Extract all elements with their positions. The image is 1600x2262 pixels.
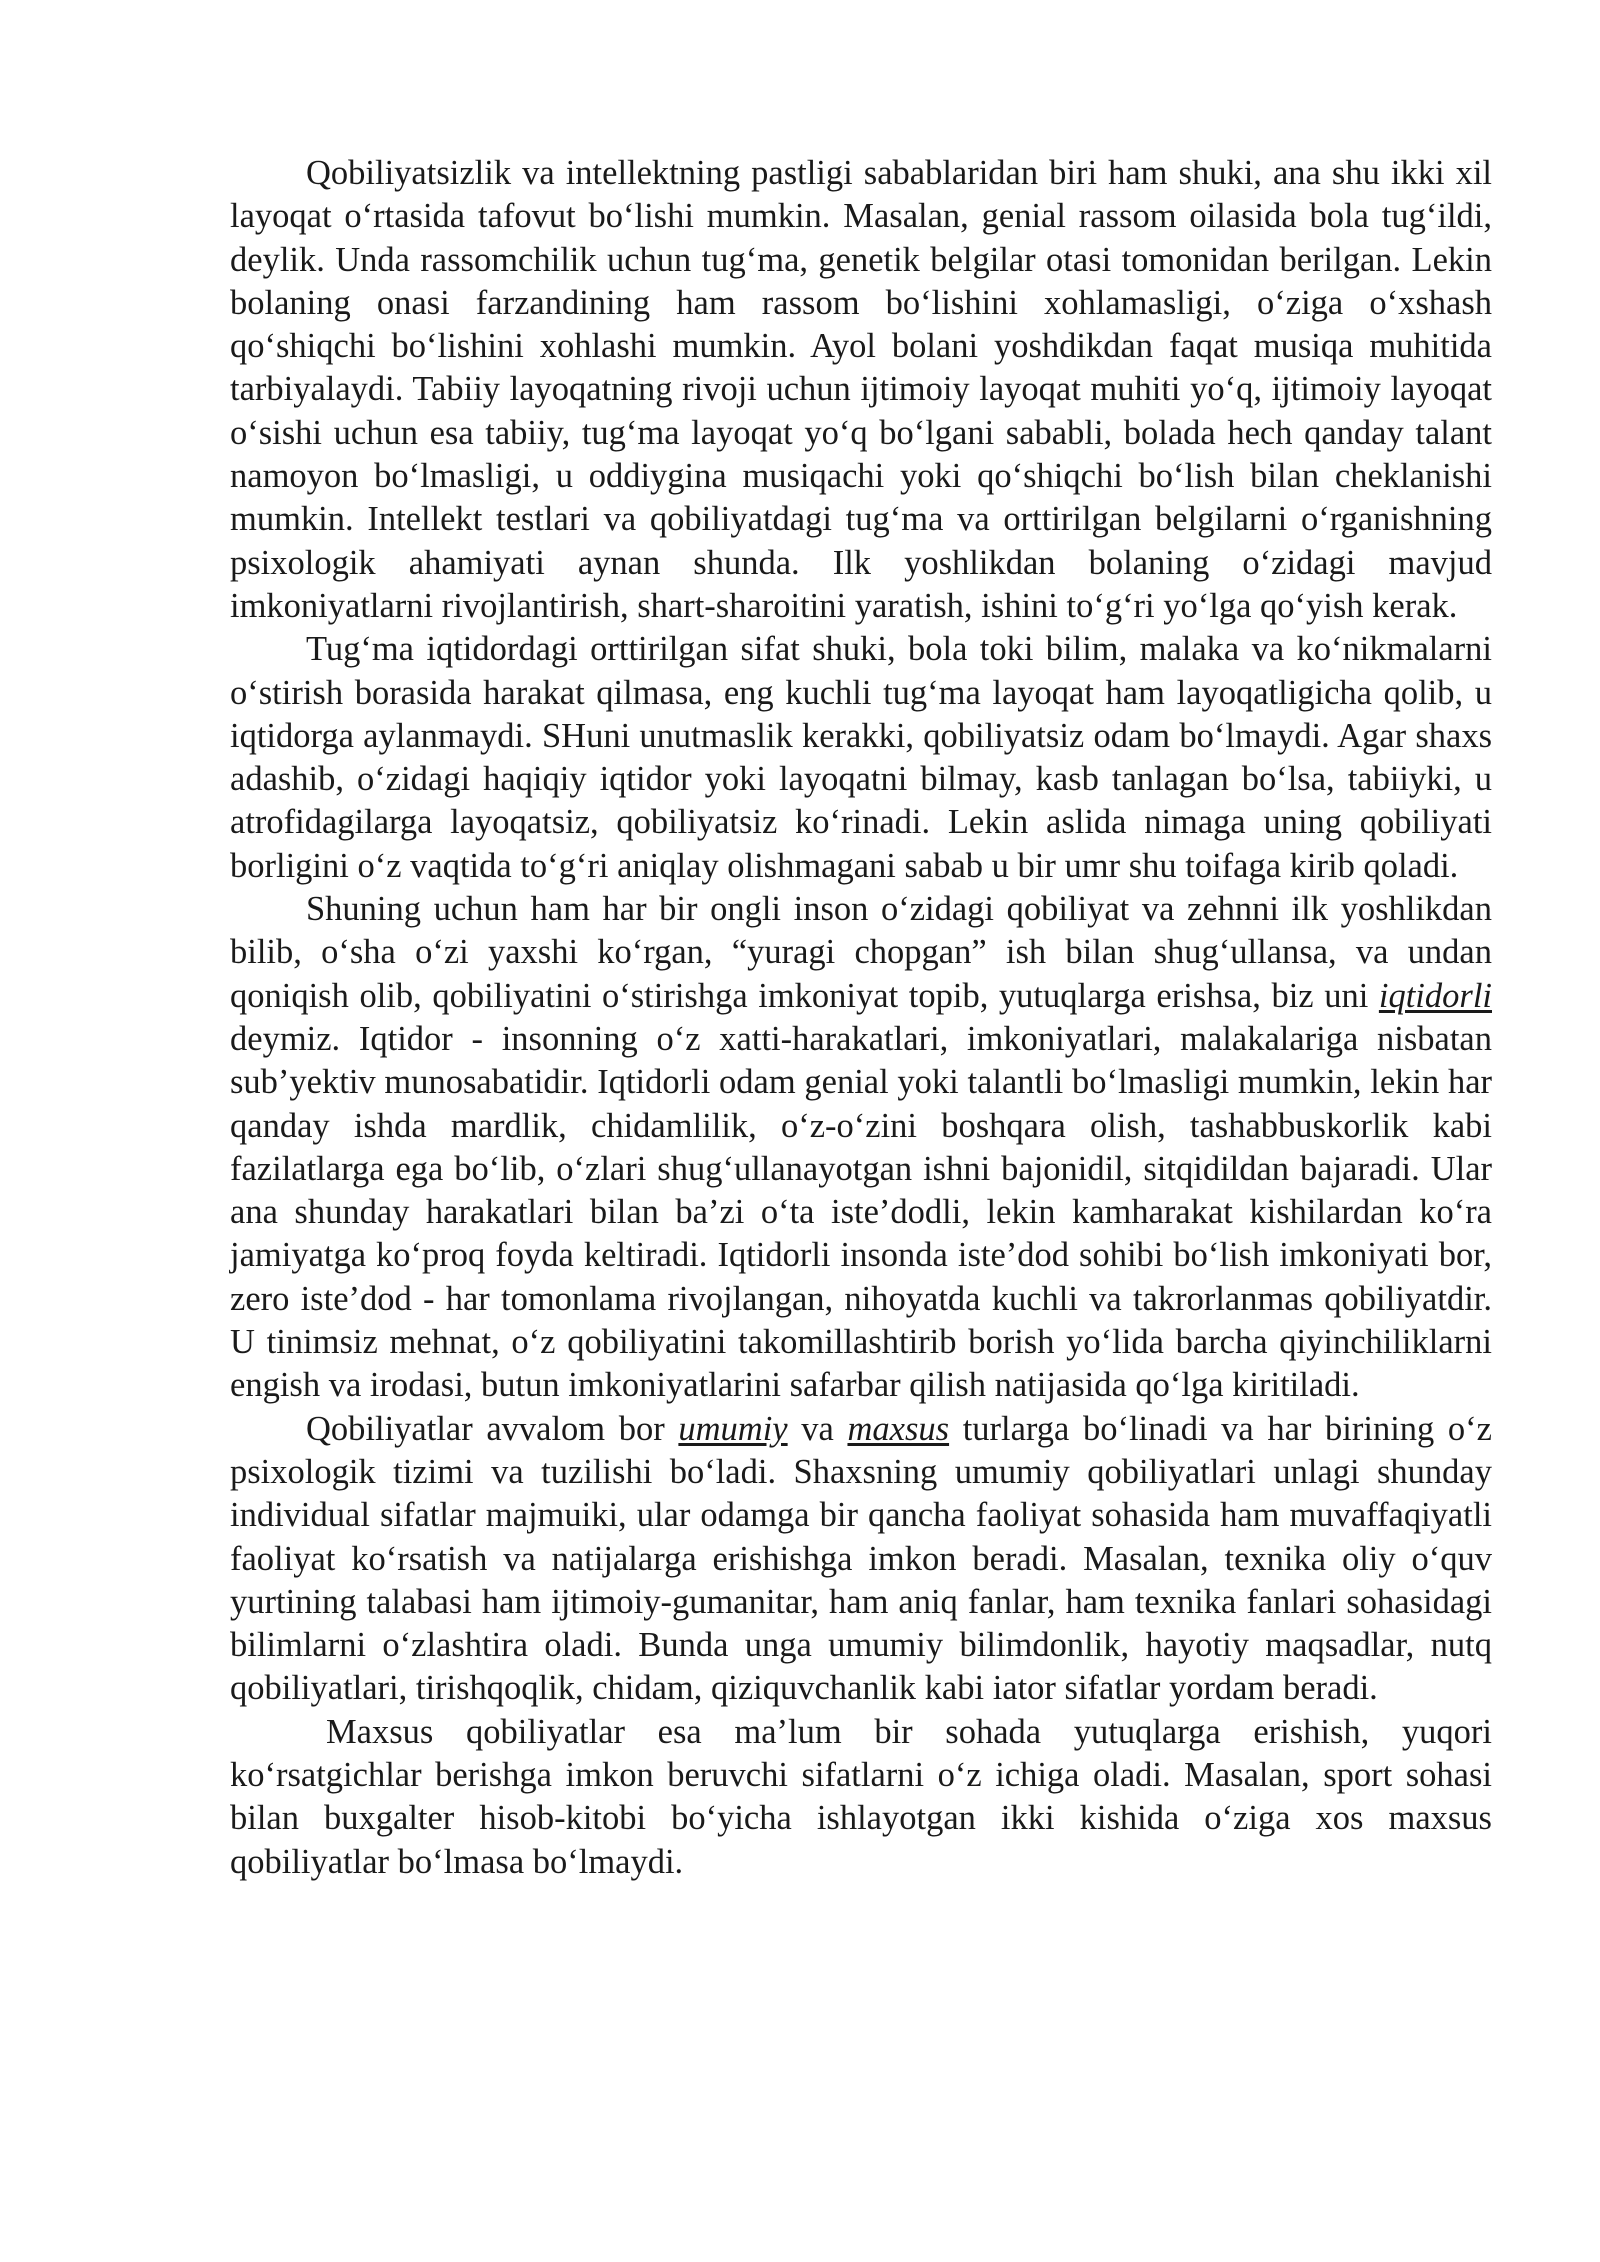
paragraph-5 bbox=[230, 1711, 1492, 1884]
paragraph-1 bbox=[230, 152, 1492, 628]
term-iqtidorli: iqtidorli bbox=[1378, 976, 1492, 1015]
paragraph-4-text-end: turlarga bo‘linadi va har birining o‘z psixologik tizimi va tuzilishi bo‘ladi. Shaxsning umumiy qobiliyatlari unlagi shunday individual sifatlar majmuiki, ular odamga bir qancha faoliyat sohasida ham muvaffaqiyatli faoliyat ko‘rsatish va natijalarga erishishga imkon beradi. Masalan, texnika oliy o‘quv yurtining talabasi ham ijtimoiy-gumanitar, ham aniq fanlar, ham texnika fanlari sohasidagi bilimlarni o‘zlashtira oladi. Bunda unga umumiy bilimdonlik, hayotiy maqsadlar, nutq qobiliyatlari, tirishqoqlik, chidam, qiziquvchanlik kabi iator sifatlar yordam beradi. bbox=[230, 1409, 1492, 1708]
paragraph-4 bbox=[230, 1408, 1492, 1711]
term-maxsus: maxsus bbox=[847, 1409, 950, 1448]
paragraph-2 bbox=[230, 628, 1492, 888]
paragraph-4-text-va: va bbox=[787, 1409, 848, 1448]
paragraph-3-text-start: Shuning uchun ham har bir ongli inson o‘zidagi qobiliyat va zehnni ilk yoshlikdan bilib, o‘sha o‘zi yaxshi ko‘rgan, “yuragi chopgan” ish bilan shug‘ullansa, va undan qoniqish olib, qobiliyatini o‘stirishga imkoniyat topib, yutuqlarga erishsa, biz uni bbox=[230, 890, 1492, 1015]
paragraph-4-text-start: Qobiliyatlar avvalom bor bbox=[306, 1409, 679, 1448]
paragraph-3-text-end: deymiz. Iqtidor - insonning o‘z xatti-harakatlari, imkoniyatlari, malakalariga nisbatan sub’yektiv munosabatidir. Iqtidorli odam genial yoki talantli bo‘lmasligi mumkin, lekin har qanday ishda mardlik, chidamlilik, o‘z-o‘zini boshqara olish, tashabbuskorlik kabi fazilatlarga ega bo‘lib, o‘zlari shug‘ullanayotgan ishni bajonidil, sitqidildan bajaradi. Ular ana shunday harakatlari bilan ba’zi o‘ta iste’dodli, lekin kamharakat kishilardan ko‘ra jamiyatga ko‘proq foyda keltiradi. Iqtidorli insonda iste’dod sohibi bo‘lish imkoniyati bor, zero iste’dod - har tomonlama rivojlangan, nihoyatda kuchli va takrorlanmas qobiliyatdir. U tinimsiz mehnat, o‘z qobiliyatini takomillashtirib borish yo‘lida barcha qiyinchiliklarni engish va irodasi, butun imkoniyatlarini safarbar qilish natijasida qo‘lga kiritiladi. bbox=[230, 1019, 1492, 1405]
paragraph-5-text: Maxsus qobiliyatlar esa ma’lum bir sohada yutuqlarga erishish, yuqori ko‘rsatgichlar berishga imkon beruvchi sifatlarni o‘z ichiga oladi. Masalan, sport sohasi bilan buxgalter hisob-kitobi bo‘yicha ishlayotgan ikki kishida o‘ziga xos maxsus qobiliyatlar bo‘lmasa bo‘lmaydi. bbox=[230, 1712, 1492, 1881]
paragraph-1-text: Qobiliyatsizlik va intellektning pastligi sabablaridan biri ham shuki, ana shu ikki xil layoqat o‘rtasida tafovut bo‘lishi mumkin. Masalan, genial rassom oilasida bola tug‘ildi, deylik. Unda rassomchilik uchun tug‘ma, genetik belgilar otasi tomonidan berilgan. Lekin bolaning onasi farzandining ham rassom bo‘lishini xohlamasligi, o‘ziga o‘xshash qo‘shiqchi bo‘lishini xohlashi mumkin. Ayol bolani yoshdikdan faqat musiqa muhitida tarbiyalaydi. Tabiiy layoqatning rivoji uchun ijtimoiy layoqat muhiti yo‘q, ijtimoiy layoqat o‘sishi uchun esa tabiiy, tug‘ma layoqat yo‘q bo‘lgani sababli, bolada hech qanday talant namoyon bo‘lmasligi, u oddiygina musiqachi yoki qo‘shiqchi bo‘lish bilan cheklanishi mumkin. Intellekt testlari va qobiliyatdagi tug‘ma va orttirilgan belgilarni o‘rganishning psixologik ahamiyati aynan shunda. Ilk yoshlikdan bolaning o‘zidagi mavjud imkoniyatlarni rivojlantirish, shart-sharoitini yaratish, ishini to‘g‘ri yo‘lga qo‘yish kerak. bbox=[230, 154, 1492, 625]
paragraph-3 bbox=[230, 888, 1492, 1408]
document-page bbox=[230, 152, 1492, 1884]
paragraph-2-text: Tug‘ma iqtidordagi orttirilgan sifat shuki, bola toki bilim, malaka va ko‘nikmalarni o‘stirish borasida harakat qilmasa, eng kuchli tug‘ma layoqat ham layoqatligicha qolib, u iqtidorga aylanmaydi. SHuni unutmaslik kerakki, qobiliyatsiz odam bo‘lmaydi. Agar shaxs adashib, o‘zidagi haqiqiy iqtidor yoki layoqatni bilmay, kasb tanlagan bo‘lsa, tabiiyki, u atrofidagilarga layoqatsiz, qobiliyatsiz ko‘rinadi. Lekin aslida nimaga uning qobiliyati borligini o‘z vaqtida to‘g‘ri aniqlay olishmagani sabab u bir umr shu toifaga kirib qoladi. bbox=[230, 630, 1492, 885]
term-umumiy: umumiy bbox=[678, 1409, 788, 1448]
